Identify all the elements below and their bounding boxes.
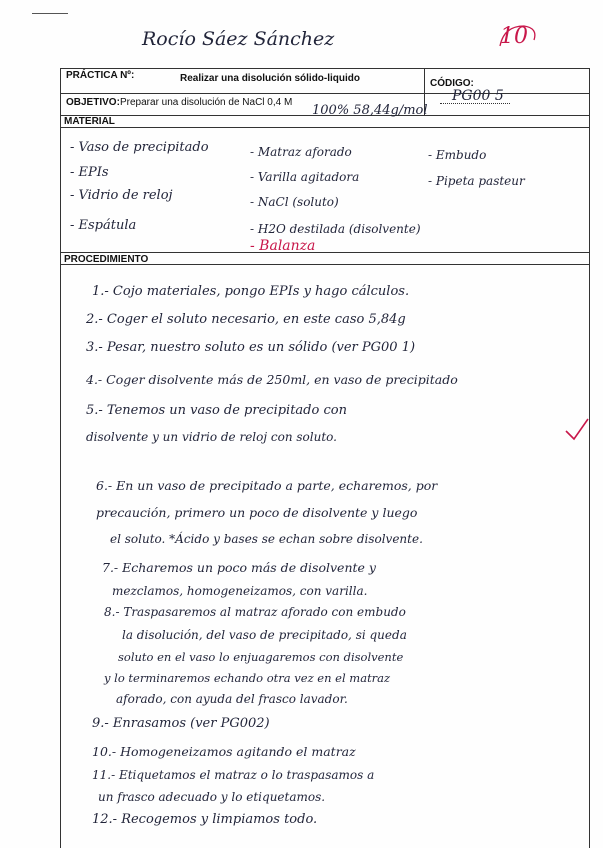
material-item: - Embudo <box>428 148 487 162</box>
procedure-line: el soluto. *Ácido y bases se echan sobre disolvente. <box>110 532 423 546</box>
procedure-line: 4.- Coger disolvente más de 250ml, en vaso de precipitado <box>86 372 458 387</box>
procedure-line: 7.- Echaremos un poco más de disolvente y <box>102 560 376 575</box>
procedure-line: 3.- Pesar, nuestro soluto es un sólido (ver PG00 1) <box>86 340 416 355</box>
procedure-line: soluto en el vaso lo enjuagaremos con disolvente <box>118 650 404 664</box>
procedure-label: PROCEDIMIENTO <box>64 254 149 265</box>
procedure-line: 6.- En un vaso de precipitado a parte, echaremos, por <box>96 478 438 493</box>
practice-title: Realizar una disolución sólido-liquido <box>180 73 361 84</box>
procedure-line: 10.- Homogeneizamos agitando el matraz <box>92 744 356 759</box>
objective-label: OBJETIVO: <box>66 97 120 108</box>
material-item: - Espátula <box>70 218 137 233</box>
grade-value: 10 <box>500 24 528 49</box>
corner-mark <box>32 13 68 14</box>
procedure-line: 11.- Etiquetamos el matraz o lo traspasamos a <box>92 768 375 782</box>
material-item: - Varilla agitadora <box>250 170 360 184</box>
material-item: - Vidrio de reloj <box>70 188 173 203</box>
procedure-line: y lo terminaremos echando otra vez en el matraz <box>104 671 391 685</box>
procedure-line: la disolución, del vaso de precipitado, si queda <box>122 628 407 642</box>
check-mark <box>560 415 592 445</box>
practice-label: PRÁCTICA Nº: <box>66 70 135 81</box>
procedure-line: disolvente y un vidrio de reloj con soluto. <box>86 430 337 444</box>
material-item: - EPIs <box>70 165 109 180</box>
procedure-line: 5.- Tenemos un vaso de precipitado con <box>86 403 347 418</box>
objective-handwritten: 100% 58,44g/mol <box>312 103 428 118</box>
procedure-line: 1.- Cojo materiales, pongo EPIs y hago cálculos. <box>92 284 410 299</box>
procedure-line: 9.- Enrasamos (ver PG002) <box>92 716 270 731</box>
material-item: - Matraz aforado <box>250 145 352 159</box>
code-value: PG00 5 <box>452 88 504 104</box>
procedure-line: aforado, con ayuda del frasco lavador. <box>116 692 348 706</box>
procedure-line: un frasco adecuado y lo etiquetamos. <box>98 790 326 804</box>
procedure-line: 12.- Recogemos y limpiamos todo. <box>92 812 318 827</box>
material-item-scale: - Balanza <box>250 238 316 254</box>
student-name: Rocío Sáez Sánchez <box>142 28 335 50</box>
material-item: - Vaso de precipitado <box>70 140 209 155</box>
procedure-line: mezclamos, homogeneizamos, con varilla. <box>112 584 368 598</box>
procedure-line: precaución, primero un poco de disolvente y luego <box>96 505 418 520</box>
material-item: - H2O destilada (disolvente) <box>250 222 421 236</box>
grade-circle <box>494 20 540 56</box>
code-label: CÓDIGO: <box>430 78 474 89</box>
procedure-line: 8.- Traspasaremos al matraz aforado con embudo <box>104 605 406 619</box>
objective-text: Preparar una disolución de NaCl 0,4 M <box>120 97 293 108</box>
procedure-line: 2.- Coger el soluto necesario, en este caso 5,84g <box>86 312 406 327</box>
material-label: MATERIAL <box>64 116 115 127</box>
material-item: - Pipeta pasteur <box>428 174 525 188</box>
material-item: - NaCl (soluto) <box>250 195 339 209</box>
